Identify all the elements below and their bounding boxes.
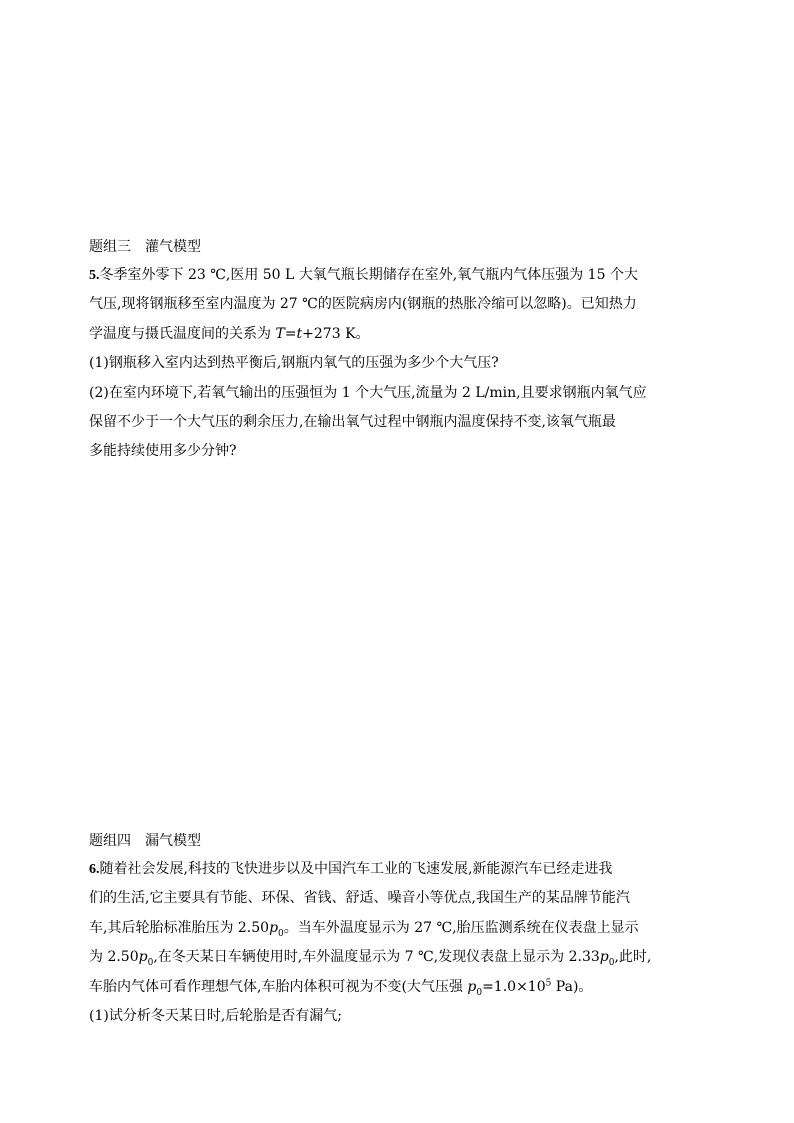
sub-question-line: 多能持续使用多少分钟? [89,443,237,460]
text-segment: =1.0×10 [482,978,546,995]
subscript-0: 0 [278,928,284,939]
question-6-line-5 [89,973,713,1002]
section-group-3 [89,233,713,467]
question-6-line-1 [89,855,713,884]
subscript-0: 0 [147,957,154,968]
question-6-line-4 [89,943,713,972]
section-heading: 题组四 漏气模型 [89,833,201,849]
question-5-stem [89,261,713,349]
sub-question-line: (2)在室内环境下,若氧气输出的压强恒为 1 个大气压,流量为 2 L/min,且要求钢瓶内氧气应 [89,384,647,401]
question-number: 5. [89,268,100,283]
question-6-stem [89,855,713,1002]
section-group-4 [89,827,713,1031]
text-segment: +273 K。 [302,325,370,342]
variable-T: T [275,325,285,342]
text-segment: 学温度与摄氏温度间的关系为 [89,325,276,342]
superscript-exponent: 5 [545,977,552,988]
question-5-line-3 [89,320,713,349]
text-segment: 车胎内气体可看作理想气体,车胎内体积可视为不变(大气压强 [89,978,468,995]
sub-question-line: (1)钢瓶移入室内达到热平衡后,钢瓶内氧气的压强为多少个大气压? [89,355,499,372]
variable-p: p [467,978,477,995]
sub-question-line: (1)试分析冬天某日时,后轮胎是否有漏气; [89,1007,342,1024]
question-6-line-3 [89,914,713,943]
text-segment: ,在冬天某日车辆使用时,车外温度显示为 7 ℃,发现仪表盘上显示为 2.33 [153,949,600,966]
text-segment: Pa)。 [551,978,593,995]
subscript-0: 0 [476,987,483,998]
question-text: 随着社会发展,科技的飞快进步以及中国汽车工业的飞速发展,新能源汽车已经走进我 [99,861,613,877]
question-5-line-1 [89,261,713,290]
question-5-sub-1 [89,349,713,378]
question-text: 冬季室外零下 23 ℃,医用 50 L 大氧气瓶长期储存在室外,氧气瓶内气体压强为 15 个大 [99,267,638,283]
subscript-0: 0 [608,957,615,968]
sub-question-line: 保留不少于一个大气压的剩余压力,在输出氧气过程中钢瓶内温度保持不变,该氧气瓶最 [89,413,616,430]
question-5-line-2: 气压,现将钢瓶移至室内温度为 27 ℃的医院病房内(钢瓶的热胀冷缩可以忽略)。已知热力 [89,296,637,313]
variable-p: p [138,949,148,966]
text-segment: 。当车外温度显示为 27 ℃,胎压监测系统在仪表盘上显示 [283,919,639,936]
text-segment: = [284,325,297,342]
question-number: 6. [89,862,100,877]
question-5-sub-2 [89,379,713,467]
section-heading: 题组三 灌气模型 [89,239,201,255]
question-6-line-2: 们的生活,它主要具有节能、环保、省钱、舒适、噪音小等优点,我国生产的某品牌节能汽 [89,890,630,907]
text-segment: ,此时, [614,949,652,966]
question-6-sub-1 [89,1002,713,1031]
variable-p: p [269,919,279,936]
variable-t: t [296,325,303,342]
text-segment: 车,其后轮胎标准胎压为 2.50 [89,919,270,936]
text-segment: 为 2.50 [89,949,139,966]
variable-p: p [599,949,609,966]
